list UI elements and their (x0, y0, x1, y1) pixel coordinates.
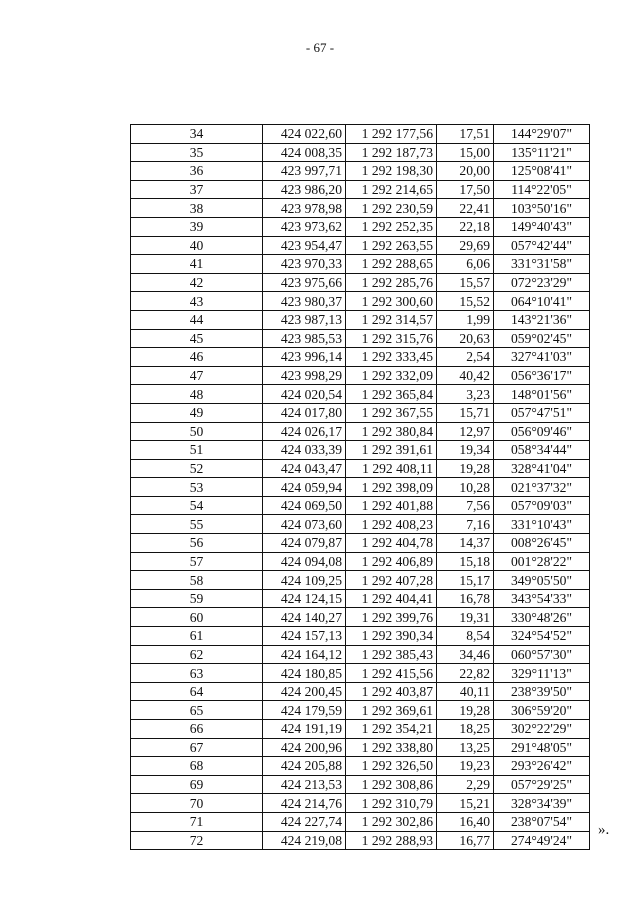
cell-direction-angle: 103°50'16" (494, 199, 590, 218)
cell-length: 2,29 (437, 775, 494, 794)
cell-direction-angle: 125°08'41" (494, 162, 590, 181)
cell-x-coordinate: 423 975,66 (263, 273, 346, 292)
table-row (131, 459, 590, 478)
cell-length: 3,23 (437, 385, 494, 404)
cell-direction-angle: 057°42'44" (494, 236, 590, 255)
table-row (131, 608, 590, 627)
cell-direction-angle: 058°34'44" (494, 441, 590, 460)
table-row (131, 794, 590, 813)
cell-point-number: 45 (131, 329, 263, 348)
cell-direction-angle: 329°11'13" (494, 664, 590, 683)
cell-y-coordinate: 1 292 314,57 (346, 310, 437, 329)
cell-x-coordinate: 424 124,15 (263, 589, 346, 608)
cell-y-coordinate: 1 292 365,84 (346, 385, 437, 404)
table-row (131, 589, 590, 608)
cell-length: 16,78 (437, 589, 494, 608)
cell-direction-angle: 056°09'46" (494, 422, 590, 441)
cell-x-coordinate: 424 205,88 (263, 757, 346, 776)
cell-point-number: 50 (131, 422, 263, 441)
table-row (131, 738, 590, 757)
cell-direction-angle: 324°54'52" (494, 627, 590, 646)
cell-y-coordinate: 1 292 214,65 (346, 180, 437, 199)
table-row (131, 199, 590, 218)
cell-length: 13,25 (437, 738, 494, 757)
cell-y-coordinate: 1 292 198,30 (346, 162, 437, 181)
table-row (131, 403, 590, 422)
table-row (131, 348, 590, 367)
cell-x-coordinate: 424 033,39 (263, 441, 346, 460)
cell-direction-angle: 328°41'04" (494, 459, 590, 478)
table-row (131, 775, 590, 794)
cell-point-number: 65 (131, 701, 263, 720)
cell-x-coordinate: 424 043,47 (263, 459, 346, 478)
cell-direction-angle: 114°22'05" (494, 180, 590, 199)
table-row (131, 329, 590, 348)
cell-direction-angle: 331°31'58" (494, 255, 590, 274)
cell-point-number: 36 (131, 162, 263, 181)
cell-direction-angle: 072°23'29" (494, 273, 590, 292)
cell-length: 40,42 (437, 366, 494, 385)
cell-length: 18,25 (437, 720, 494, 739)
cell-y-coordinate: 1 292 230,59 (346, 199, 437, 218)
cell-x-coordinate: 424 200,96 (263, 738, 346, 757)
cell-length: 19,31 (437, 608, 494, 627)
cell-y-coordinate: 1 292 399,76 (346, 608, 437, 627)
cell-direction-angle: 331°10'43" (494, 515, 590, 534)
cell-direction-angle: 059°02'45" (494, 329, 590, 348)
cell-direction-angle: 135°11'21" (494, 143, 590, 162)
cell-direction-angle: 274°49'24" (494, 831, 590, 850)
cell-point-number: 70 (131, 794, 263, 813)
cell-x-coordinate: 423 997,71 (263, 162, 346, 181)
cell-length: 22,82 (437, 664, 494, 683)
cell-y-coordinate: 1 292 285,76 (346, 273, 437, 292)
cell-y-coordinate: 1 292 415,56 (346, 664, 437, 683)
cell-length: 17,50 (437, 180, 494, 199)
cell-x-coordinate: 423 973,62 (263, 217, 346, 236)
cell-length: 22,41 (437, 199, 494, 218)
cell-y-coordinate: 1 292 404,41 (346, 589, 437, 608)
cell-length: 15,57 (437, 273, 494, 292)
table-row (131, 552, 590, 571)
cell-x-coordinate: 424 191,19 (263, 720, 346, 739)
cell-length: 40,11 (437, 682, 494, 701)
table-row (131, 757, 590, 776)
cell-point-number: 38 (131, 199, 263, 218)
cell-length: 16,40 (437, 812, 494, 831)
table-row (131, 273, 590, 292)
cell-length: 6,06 (437, 255, 494, 274)
cell-point-number: 42 (131, 273, 263, 292)
cell-direction-angle: 008°26'45" (494, 534, 590, 553)
cell-direction-angle: 238°39'50" (494, 682, 590, 701)
cell-direction-angle: 149°40'43" (494, 217, 590, 236)
cell-point-number: 52 (131, 459, 263, 478)
cell-x-coordinate: 423 996,14 (263, 348, 346, 367)
cell-y-coordinate: 1 292 302,86 (346, 812, 437, 831)
cell-length: 29,69 (437, 236, 494, 255)
cell-y-coordinate: 1 292 187,73 (346, 143, 437, 162)
cell-y-coordinate: 1 292 288,93 (346, 831, 437, 850)
table-row (131, 310, 590, 329)
cell-x-coordinate: 424 094,08 (263, 552, 346, 571)
cell-length: 10,28 (437, 478, 494, 497)
table-row (131, 664, 590, 683)
cell-x-coordinate: 424 008,35 (263, 143, 346, 162)
cell-point-number: 60 (131, 608, 263, 627)
cell-length: 19,28 (437, 701, 494, 720)
cell-x-coordinate: 424 227,74 (263, 812, 346, 831)
table-row (131, 441, 590, 460)
cell-point-number: 61 (131, 627, 263, 646)
cell-x-coordinate: 424 017,80 (263, 403, 346, 422)
cell-x-coordinate: 423 998,29 (263, 366, 346, 385)
cell-y-coordinate: 1 292 401,88 (346, 496, 437, 515)
cell-point-number: 35 (131, 143, 263, 162)
cell-length: 16,77 (437, 831, 494, 850)
cell-direction-angle: 060°57'30" (494, 645, 590, 664)
cell-y-coordinate: 1 292 390,34 (346, 627, 437, 646)
cell-length: 8,54 (437, 627, 494, 646)
table-row (131, 571, 590, 590)
cell-x-coordinate: 424 214,76 (263, 794, 346, 813)
cell-y-coordinate: 1 292 263,55 (346, 236, 437, 255)
cell-point-number: 53 (131, 478, 263, 497)
table-row (131, 422, 590, 441)
cell-x-coordinate: 424 109,25 (263, 571, 346, 590)
cell-x-coordinate: 424 179,59 (263, 701, 346, 720)
cell-y-coordinate: 1 292 408,23 (346, 515, 437, 534)
table-row (131, 143, 590, 162)
page-number: - 67 - (305, 40, 335, 55)
cell-direction-angle: 343°54'33" (494, 589, 590, 608)
cell-point-number: 69 (131, 775, 263, 794)
cell-x-coordinate: 424 069,50 (263, 496, 346, 515)
cell-direction-angle: 349°05'50" (494, 571, 590, 590)
cell-y-coordinate: 1 292 333,45 (346, 348, 437, 367)
cell-y-coordinate: 1 292 403,87 (346, 682, 437, 701)
cell-length: 1,99 (437, 310, 494, 329)
cell-y-coordinate: 1 292 406,89 (346, 552, 437, 571)
table-row (131, 125, 590, 144)
cell-point-number: 59 (131, 589, 263, 608)
table-row (131, 682, 590, 701)
cell-point-number: 71 (131, 812, 263, 831)
cell-point-number: 39 (131, 217, 263, 236)
table-row (131, 720, 590, 739)
cell-y-coordinate: 1 292 177,56 (346, 125, 437, 144)
cell-length: 15,17 (437, 571, 494, 590)
cell-point-number: 41 (131, 255, 263, 274)
cell-direction-angle: 328°34'39" (494, 794, 590, 813)
cell-length: 2,54 (437, 348, 494, 367)
cell-length: 15,21 (437, 794, 494, 813)
cell-point-number: 67 (131, 738, 263, 757)
cell-direction-angle: 293°26'42" (494, 757, 590, 776)
cell-y-coordinate: 1 292 308,86 (346, 775, 437, 794)
cell-point-number: 66 (131, 720, 263, 739)
table-row (131, 831, 590, 850)
cell-direction-angle: 057°47'51" (494, 403, 590, 422)
cell-y-coordinate: 1 292 408,11 (346, 459, 437, 478)
cell-y-coordinate: 1 292 315,76 (346, 329, 437, 348)
cell-direction-angle: 057°09'03" (494, 496, 590, 515)
cell-direction-angle: 327°41'03" (494, 348, 590, 367)
cell-point-number: 64 (131, 682, 263, 701)
cell-length: 7,56 (437, 496, 494, 515)
cell-x-coordinate: 423 970,33 (263, 255, 346, 274)
cell-direction-angle: 330°48'26" (494, 608, 590, 627)
cell-direction-angle: 064°10'41" (494, 292, 590, 311)
cell-y-coordinate: 1 292 252,35 (346, 217, 437, 236)
cell-y-coordinate: 1 292 391,61 (346, 441, 437, 460)
cell-x-coordinate: 423 954,47 (263, 236, 346, 255)
table-row (131, 478, 590, 497)
table-row (131, 701, 590, 720)
cell-y-coordinate: 1 292 300,60 (346, 292, 437, 311)
cell-point-number: 51 (131, 441, 263, 460)
cell-length: 22,18 (437, 217, 494, 236)
cell-x-coordinate: 424 157,13 (263, 627, 346, 646)
cell-point-number: 55 (131, 515, 263, 534)
cell-point-number: 40 (131, 236, 263, 255)
cell-point-number: 63 (131, 664, 263, 683)
cell-length: 15,52 (437, 292, 494, 311)
cell-x-coordinate: 423 985,53 (263, 329, 346, 348)
cell-length: 17,51 (437, 125, 494, 144)
cell-x-coordinate: 424 073,60 (263, 515, 346, 534)
cell-length: 12,97 (437, 422, 494, 441)
cell-length: 34,46 (437, 645, 494, 664)
table-row (131, 627, 590, 646)
cell-point-number: 72 (131, 831, 263, 850)
cell-point-number: 43 (131, 292, 263, 311)
cell-x-coordinate: 424 059,94 (263, 478, 346, 497)
cell-y-coordinate: 1 292 385,43 (346, 645, 437, 664)
cell-length: 20,63 (437, 329, 494, 348)
cell-length: 19,23 (437, 757, 494, 776)
cell-x-coordinate: 423 980,37 (263, 292, 346, 311)
cell-x-coordinate: 424 200,45 (263, 682, 346, 701)
cell-x-coordinate: 424 079,87 (263, 534, 346, 553)
cell-x-coordinate: 424 026,17 (263, 422, 346, 441)
cell-direction-angle: 001°28'22" (494, 552, 590, 571)
cell-x-coordinate: 423 986,20 (263, 180, 346, 199)
cell-length: 15,18 (437, 552, 494, 571)
cell-x-coordinate: 424 140,27 (263, 608, 346, 627)
cell-length: 7,16 (437, 515, 494, 534)
cell-point-number: 68 (131, 757, 263, 776)
cell-direction-angle: 057°29'25" (494, 775, 590, 794)
table-row (131, 645, 590, 664)
cell-direction-angle: 143°21'36" (494, 310, 590, 329)
table-row (131, 236, 590, 255)
coordinates-table (130, 124, 590, 850)
cell-x-coordinate: 423 978,98 (263, 199, 346, 218)
cell-direction-angle: 021°37'32" (494, 478, 590, 497)
table-row (131, 162, 590, 181)
cell-point-number: 57 (131, 552, 263, 571)
cell-direction-angle: 291°48'05" (494, 738, 590, 757)
cell-length: 14,37 (437, 534, 494, 553)
closing-quote-mark: ». (598, 822, 610, 838)
cell-point-number: 44 (131, 310, 263, 329)
table-row (131, 217, 590, 236)
cell-point-number: 56 (131, 534, 263, 553)
cell-y-coordinate: 1 292 369,61 (346, 701, 437, 720)
cell-y-coordinate: 1 292 380,84 (346, 422, 437, 441)
cell-x-coordinate: 424 022,60 (263, 125, 346, 144)
cell-y-coordinate: 1 292 326,50 (346, 757, 437, 776)
table-row (131, 534, 590, 553)
cell-y-coordinate: 1 292 338,80 (346, 738, 437, 757)
cell-point-number: 37 (131, 180, 263, 199)
cell-direction-angle: 056°36'17" (494, 366, 590, 385)
cell-length: 15,71 (437, 403, 494, 422)
cell-point-number: 49 (131, 403, 263, 422)
cell-length: 20,00 (437, 162, 494, 181)
cell-y-coordinate: 1 292 354,21 (346, 720, 437, 739)
cell-y-coordinate: 1 292 407,28 (346, 571, 437, 590)
cell-point-number: 34 (131, 125, 263, 144)
cell-x-coordinate: 424 180,85 (263, 664, 346, 683)
cell-length: 19,28 (437, 459, 494, 478)
cell-point-number: 47 (131, 366, 263, 385)
cell-x-coordinate: 424 213,53 (263, 775, 346, 794)
cell-direction-angle: 144°29'07" (494, 125, 590, 144)
table-row (131, 385, 590, 404)
cell-point-number: 62 (131, 645, 263, 664)
cell-point-number: 54 (131, 496, 263, 515)
table-row (131, 292, 590, 311)
table-row (131, 496, 590, 515)
table-row (131, 812, 590, 831)
cell-length: 19,34 (437, 441, 494, 460)
table-row (131, 515, 590, 534)
cell-y-coordinate: 1 292 288,65 (346, 255, 437, 274)
cell-x-coordinate: 424 164,12 (263, 645, 346, 664)
cell-y-coordinate: 1 292 332,09 (346, 366, 437, 385)
cell-x-coordinate: 423 987,13 (263, 310, 346, 329)
cell-x-coordinate: 424 020,54 (263, 385, 346, 404)
cell-point-number: 46 (131, 348, 263, 367)
cell-direction-angle: 238°07'54" (494, 812, 590, 831)
cell-y-coordinate: 1 292 404,78 (346, 534, 437, 553)
cell-point-number: 48 (131, 385, 263, 404)
table-body (131, 125, 590, 850)
cell-point-number: 58 (131, 571, 263, 590)
table-row (131, 255, 590, 274)
cell-length: 15,00 (437, 143, 494, 162)
cell-direction-angle: 306°59'20" (494, 701, 590, 720)
cell-direction-angle: 302°22'29" (494, 720, 590, 739)
cell-direction-angle: 148°01'56" (494, 385, 590, 404)
cell-y-coordinate: 1 292 398,09 (346, 478, 437, 497)
cell-y-coordinate: 1 292 310,79 (346, 794, 437, 813)
cell-x-coordinate: 424 219,08 (263, 831, 346, 850)
table-row (131, 180, 590, 199)
cell-y-coordinate: 1 292 367,55 (346, 403, 437, 422)
table-row (131, 366, 590, 385)
